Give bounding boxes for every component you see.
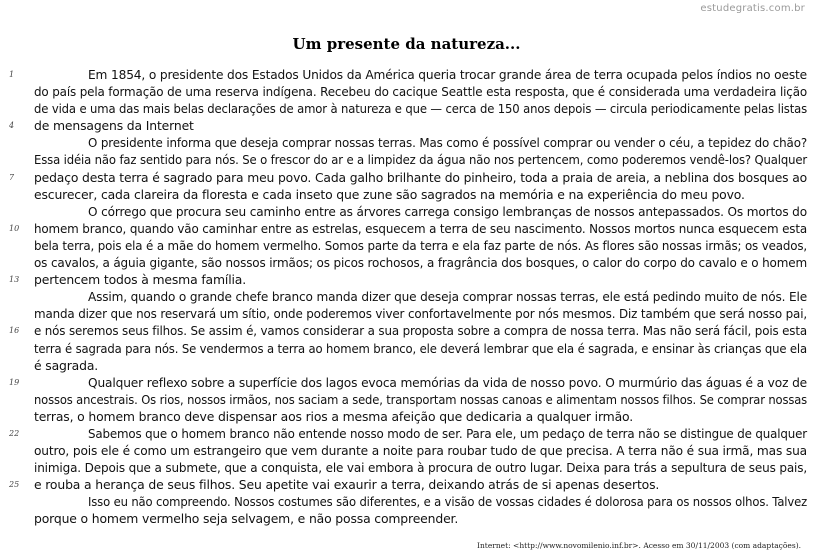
- text-line: pedaço desta terra é sagrado para meu povo. Cada galho brilhante do pinheiro, toda a praia de areia, a neblina dos bosques ao: [34, 169, 808, 185]
- line-number: 7: [9, 172, 15, 182]
- text-line: porque o homem vermelho seja selvagem, e não possa compreender.: [34, 511, 459, 527]
- text-line: terras, o homem branco deve dispensar aos rios a mesma afeição que dedicaria a qualquer irmão.: [34, 408, 634, 424]
- text-line: do país pela formação de uma reserva indígena. Recebeu do cacique Seattle esta resposta, que é considerada uma verdadeira lição: [34, 84, 808, 100]
- text-line: Essa idéia não faz sentido para nós. Se o frescor do ar e a limpidez da água não nos pertencem, como poderemos vendê-los? Qualquer: [34, 152, 808, 168]
- watermark: estudegratis.com.br: [700, 3, 805, 14]
- text-line: Assim, quando o grande chefe branco manda dizer que deseja comprar nossas terras, ele está pedindo muito de nós. Ele: [88, 289, 808, 305]
- line-number: 10: [9, 223, 20, 233]
- text-line: e rouba a herança de seus filhos. Seu apetite vai exaurir a terra, deixando atrás de si apenas desertos.: [34, 477, 660, 493]
- document-body: [34, 66, 813, 528]
- text-line: O presidente informa que deseja comprar nossas terras. Mas como é possível comprar ou vender o céu, a tepidez do chão?: [88, 135, 807, 151]
- line-number: 13: [9, 275, 20, 285]
- text-line: homem branco, quando vão caminhar entre as estrelas, esquecem a terra de seu nascimento. Nossos mortos nunca esquecem esta: [34, 220, 808, 236]
- line-number: 16: [9, 326, 20, 336]
- text-line: O córrego que procura seu caminho entre as árvores carrega consigo lembranças de nossos antepassados. Os mortos do: [88, 203, 807, 219]
- text-line: nossos ancestrais. Os rios, nossos irmãos, nos saciam a sede, transportam nossas canoas e alimentam nossos filhos. Se comprar nossas: [34, 391, 808, 407]
- text-line: escurecer, cada clareira da floresta e cada inseto que zune são sagrados na memória e na experiência do meu povo.: [34, 186, 745, 202]
- line-number: 19: [9, 377, 20, 387]
- line-number: 25: [9, 480, 20, 490]
- line-number: 4: [9, 121, 15, 131]
- text-line: de vida e uma das mais belas declarações de amor à natureza e que — cerca de 150 anos depois — circula periodicamente pelas listas: [34, 101, 808, 117]
- text-line: pertencem todos à mesma família.: [34, 272, 247, 288]
- text-line: terra é sagrada para nós. Se vendermos a terra ao homem branco, ele deverá lembrar que ela é sagrada, e ensinar às crianças que ela: [34, 340, 807, 356]
- text-line: bela terra, pois ela é a mãe do homem vermelho. Somos parte da terra e ela faz parte de nós. As flores são nossas irmãs; os veados,: [34, 237, 808, 253]
- text-line: manda dizer que nos reservará um sítio, onde poderemos viver confortavelmente por nós mesmos. Diz também que será nosso pai,: [34, 306, 808, 322]
- text-line: Sabemos que o homem branco não entende nosso modo de ser. Para ele, um pedaço de terra não se distingue de qualquer: [88, 425, 807, 441]
- text-line: Qualquer reflexo sobre a superfície dos lagos evoca memórias da vida de nosso povo. O murmúrio das águas é a voz de: [88, 374, 808, 390]
- line-number: 1: [9, 70, 15, 79]
- text-line: de mensagens da Internet: [34, 118, 194, 134]
- text-line: inimiga. Depois que a submete, que a conquista, ele vai embora à procura de outro lugar. Deixa para trás a sepultura de seus pais,: [34, 460, 808, 476]
- text-line: outro, pois ele é como um estrangeiro que vem durante a noite para roubar tudo de que precisa. A terra não é sua irmã, mas sua: [34, 443, 807, 459]
- text-line: Em 1854, o presidente dos Estados Unidos da América queria trocar grande área de terra ocupada pelos índios no oeste: [88, 67, 808, 82]
- line-number: 22: [9, 428, 20, 438]
- source-citation: Internet: <http://www.novomilenio.inf.br>. Acesso em 30/11/2003 (com adaptações).: [477, 541, 801, 550]
- line-numbers: [9, 66, 25, 493]
- text-line: é sagrada.: [34, 357, 99, 373]
- text-line: e nós seremos seus filhos. Se assim é, vamos considerar a sua proposta sobre a compra de nossa terra. Mas não será fácil, pois esta: [34, 323, 808, 339]
- text-line: os cavalos, a águia gigante, são nossos irmãos; os picos rochosos, a fragrância dos bosques, o calor do corpo do cavalo e o homem: [34, 255, 807, 271]
- text-line: Isso eu não compreendo. Nossos costumes são diferentes, e a visão de vossas cidades é dolorosa para os nossos olhos. Talvez: [88, 494, 808, 510]
- document-title: Um presente da natureza...: [292, 35, 521, 53]
